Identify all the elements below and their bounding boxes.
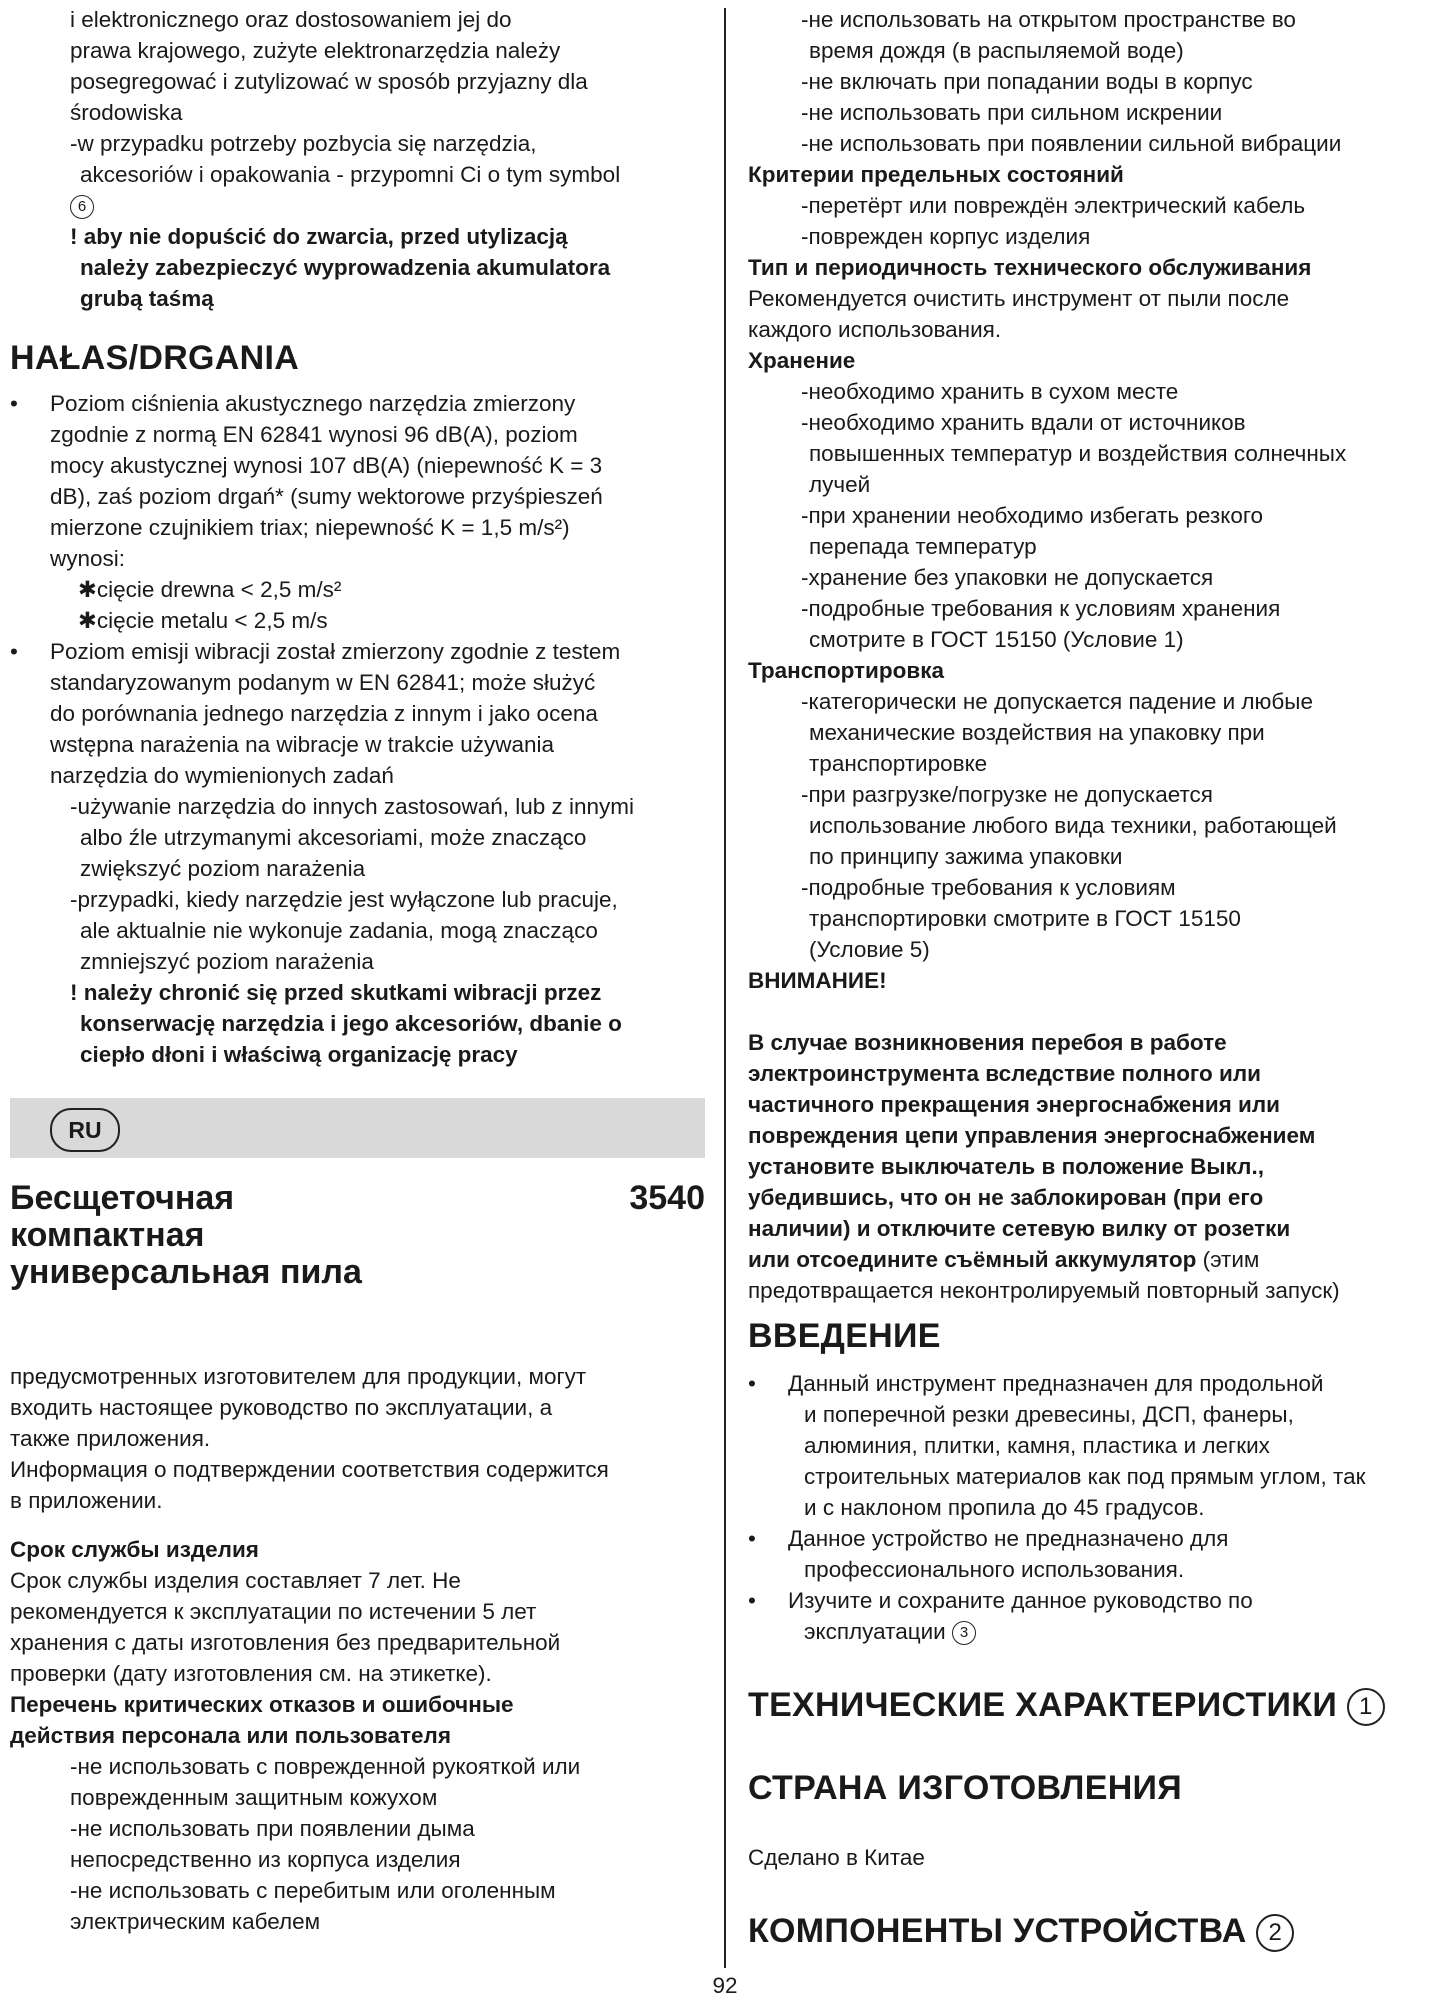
ru-language-badge: RU <box>50 1108 120 1152</box>
transport-heading: Транспортировка <box>748 658 944 683</box>
vibration-warning: ! należy chronić się przed skutkami wibracji przez konserwację narzędzia i jego akcesoriów, dbanie o ciepło dłoni i właściwą organizację pracy <box>70 980 622 1067</box>
attention-heading: ВНИМАНИЕ! <box>748 968 887 993</box>
symbol-3-icon: 3 <box>952 1621 976 1645</box>
column-divider <box>724 8 726 1968</box>
product-title-block <box>10 1180 705 1291</box>
symbol-1-icon: 1 <box>1347 1688 1385 1726</box>
noise-heading: HAŁAS/DRGANIA <box>10 339 300 377</box>
noise-bullet-2-cont: standaryzowanym podanym w EN 62841; może służyć do porównania jednego narzędzia z innym i jako ocena wstępna narażenia na wibracje w trakcie używania narzędzia do wymienionych zadań <box>50 670 598 788</box>
transport-list: -категорически не допускается падение и любые механические воздействия на упаковку при транспортировке -при разгрузке/погрузке не допускается использование любого вида техники, работающей по принципу зажима упаковки -подробные требования к условиям транспортировки смотрите в ГОСТ 15150 (Условие 5) <box>801 689 1337 962</box>
failures-list: -не использовать с поврежденной рукояткой или поврежденным защитным кожухом -не использовать при появлении дыма непосредственно из корпуса изделия -не использовать с перебитым или оголенным электрическим кабелем <box>70 1754 581 1934</box>
symbol-6-icon: 6 <box>70 195 94 219</box>
service-life-text: Срок службы изделия составляет 7 лет. Не рекомендуется к эксплуатации по истечении 5 лет хранения с даты изготовления без предварительной проверки (дату изготовления см. на этикетке). <box>10 1568 561 1686</box>
disposal-paragraph: i elektronicznego oraz dostosowaniem jej do prawa krajowego, zużyte elektronarzędzia należy posegregować i zutylizować w sposób przyjazny dla środowiska <box>70 7 588 125</box>
noise-bullet-2: • Poziom emisji wibracji został zmierzony zgodnie z testem <box>10 636 705 667</box>
failures-heading: Перечень критических отказов и ошибочные действия персонала или пользователя <box>10 1692 514 1748</box>
battery-warning: ! aby nie dopuścić do zwarcia, przed utylizacją należy zabezpieczyć wyprowadzenia akumulatora grubą taśmą <box>70 224 611 311</box>
conformity-paragraph: Информация о подтверждении соответствия содержится в приложении. <box>10 1457 609 1513</box>
country-heading: СТРАНА ИЗГОТОВЛЕНИЯ <box>748 1769 1183 1808</box>
intro-bullet-3: • Изучите и сохраните данное руководство по эксплуатации 3 <box>748 1585 1443 1647</box>
disposal-symbol-note: -w przypadku potrzeby pozbycia się narzędzia, akcesoriów i opakowania - przypomni Ci o tym symbol 6 <box>10 128 705 221</box>
noise-bullet-1-cont: zgodnie z normą EN 62841 wynosi 96 dB(A), poziom mocy akustycznej wynosi 107 dB(A) (niepewność K = 3 dB), zaś poziom drgań* (sumy wektorowe przyśpieszeń mierzone czujnikiem triax; niepewność K = 1,5 m/s²) wynosi: <box>50 422 603 571</box>
maintenance-text: Рекомендуется очистить инструмент от пыли после каждого использования. <box>748 286 1290 342</box>
limit-states-heading: Критерии предельных состояний <box>748 162 1124 187</box>
introduction-heading: ВВЕДЕНИЕ <box>748 1317 941 1355</box>
vibration-metal: ✱cięcie metalu < 2,5 m/s <box>78 608 328 633</box>
symbol-2-icon: 2 <box>1256 1914 1294 1952</box>
limit-states-list: -перетёрт или повреждён электрический кабель -поврежден корпус изделия <box>801 193 1306 249</box>
storage-heading: Хранение <box>748 348 856 373</box>
intro-bullet-1: • Данный инструмент предназначен для продольной и поперечной резки древесины, ДСП, фанеры, алюминия, плитки, камня, пластика и легких строительных материалов как под прямым углом, так и с наклоном пропила до 45 градусов. <box>748 1368 1443 1523</box>
vibration-sub-1: -używanie narzędzia do innych zastosowań, lub z innymi albo źle utrzymanymi akcesoriami, może znacząco zwiększyć poziom narażenia <box>70 794 635 881</box>
noise-bullet-1: • Poziom ciśnienia akustycznego narzędzia zmierzony <box>10 388 705 419</box>
country-text: Сделано в Китае <box>748 1845 925 1871</box>
service-life-heading: Срок службы изделия <box>10 1537 259 1562</box>
left-column <box>10 0 705 1937</box>
product-number: 3540 <box>629 1179 705 1217</box>
specifications-heading: ТЕХНИЧЕСКИЕ ХАРАКТЕРИСТИКИ 1 <box>748 1685 1443 1726</box>
contents-paragraph: предусмотренных изготовителем для продукции, могут входить настоящее руководство по эксплуатации, а также приложения. <box>10 1364 587 1451</box>
vibration-sub-2: -przypadki, kiedy narzędzie jest wyłączone lub pracuje, ale aktualnie nie wykonuje zadania, mogą znacząco zmniejszyć poziom narażenia <box>70 887 618 974</box>
right-column <box>748 0 1443 1952</box>
components-heading: КОМПОНЕНТЫ УСТРОЙСТВА 2 <box>748 1911 1443 1952</box>
page-number: 92 <box>712 1973 738 1998</box>
power-outage-warning: В случае возникновения перебоя в работе электроинструмента вследствие полного или частичного прекращения энергоснабжения или повреждения цепи управления энергоснабжением установите выключатель в положение Выкл., убедившись, что он не заблокирован (при его наличии) и отключите сетевую вилку от розетки или отсоедините съёмный аккумулятор (этим предотвращается неконтролируемый повторный запуск) <box>748 1030 1340 1303</box>
storage-list: -необходимо хранить в сухом месте -необходимо хранить вдали от источников повышенных температур и воздействия солнечных лучей -при хранении необходимо избегать резкого перепада температур -хранение без упаковки не допускается -подробные требования к условиям хранения смотрите в ГОСТ 15150 (Условие 1) <box>801 379 1347 652</box>
maintenance-heading: Тип и периодичность технического обслуживания <box>748 255 1312 280</box>
usage-restrictions: -не использовать на открытом пространстве во время дождя (в распыляемой воде) -не включать при попадании воды в корпус -не использовать при сильном искрении -не использовать при появлении сильной вибрации <box>801 7 1342 156</box>
intro-bullet-2: • Данное устройство не предназначено для профессионального использования. <box>748 1523 1443 1585</box>
vibration-wood: ✱cięcie drewna < 2,5 m/s² <box>78 577 342 602</box>
product-title: Бесщеточная компактная универсальная пила <box>10 1179 362 1291</box>
language-bar <box>10 1098 705 1158</box>
